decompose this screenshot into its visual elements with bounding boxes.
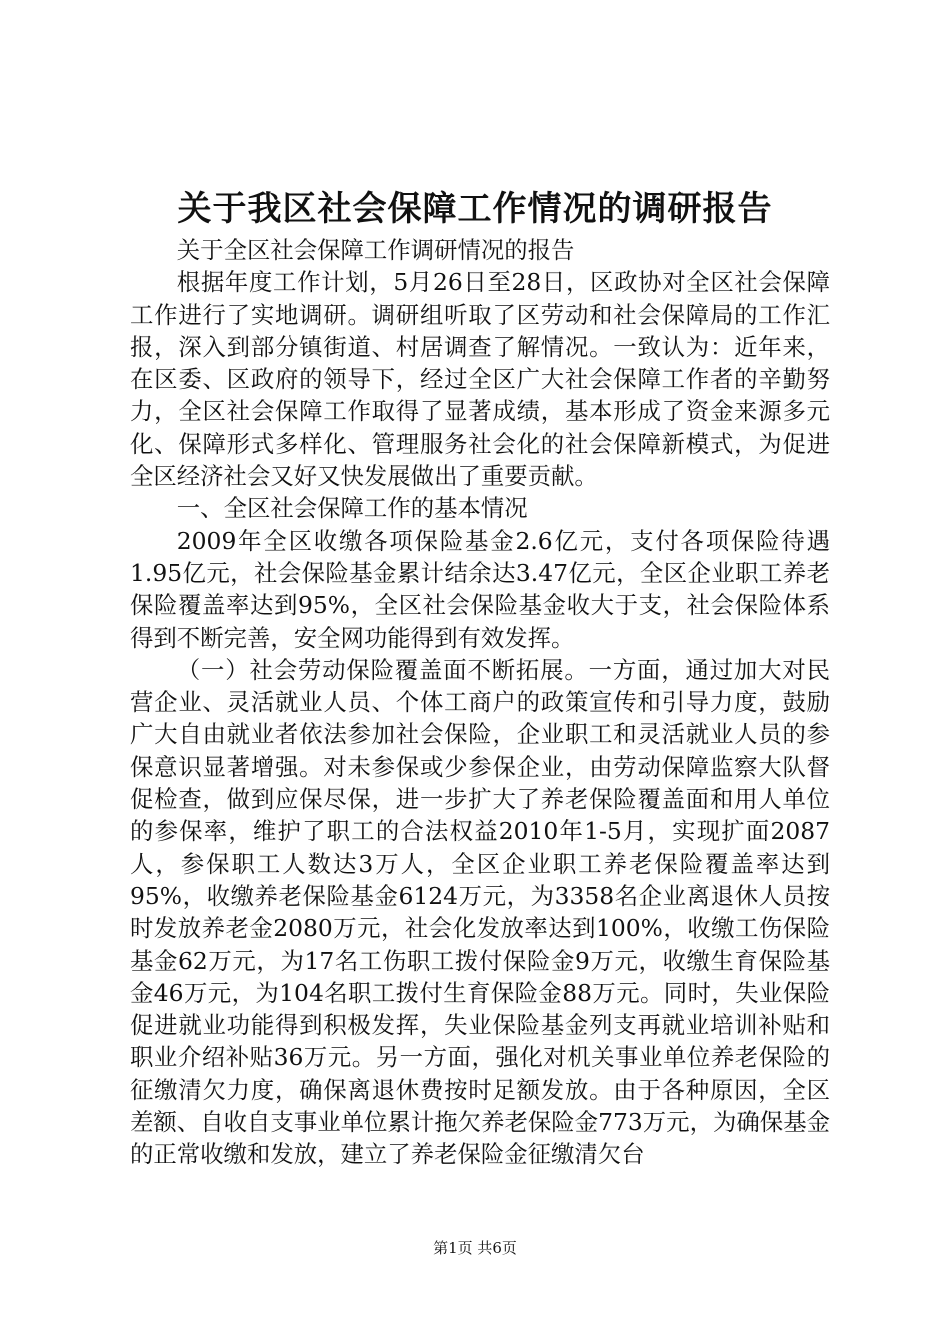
- paragraph-subtitle: 关于全区社会保障工作调研情况的报告: [176, 236, 575, 264]
- section-heading-basic-situation: 一、全区社会保障工作的基本情况: [176, 494, 528, 523]
- paragraph-coverage-expansion: （一）社会劳动保险覆盖面不断拓展。一方面，通过加大对民营企业、灵活就业人员、个体工商户的政策宣传和引导力度，鼓励广大自由就业者依法参加社会保险，企业职工和灵活就业人员的参保意识显著增强。对未参保或少参保企业，由劳动保障监察大队督促检查，做到应保尽保，进一步扩大了养老保险覆盖面和用人单位的参保率，维护了职工的合法权益2010年1-5月，实现扩面2087人，参保职工人数达3万人，全区企业职工养老保险覆盖率达到95%，收缴养老保险基金6124万元，为3358名企业离退休人员按时发放养老金2080万元，社会化发放率达到100%，收缴工伤保险基金62万元，为17名工伤职工拨付保险金9万元，收缴生育保险基金46万元，为104名职工拨付生育保险金88万元。同时，失业保险促进就业功能得到积极发挥，失业保险基金列支再就业培训补贴和职业介绍补贴36万元。另一方面，强化对机关事业单位养老保险的征缴清欠力度，确保离退休费按时足额发放。由于各种原因，全区差额、自收自支事业单位累计拖欠养老保险金773万元，为确保基金的正常收缴和发放，建立了养老保险金征缴清欠台: [130, 655, 830, 1169]
- document-title: 关于我区社会保障工作情况的调研报告: [177, 189, 773, 229]
- page-footer: 第1页 共6页: [433, 1239, 517, 1257]
- paragraph-intro: 根据年度工作计划，5月26日至28日，区政协对全区社会保障工作进行了实地调研。调研组听取了区劳动和社会保障局的工作汇报，深入到部分镇街道、村居调查了解情况。一致认为：近年来，在区委、区政府的领导下，经过全区广大社会保障工作者的辛勤努力，全区社会保障工作取得了显著成绩，基本形成了资金来源多元化、保障形式多样化、管理服务社会化的社会保障新模式，为促进全区经济社会又好又快发展做出了重要贡献。: [130, 268, 830, 491]
- document-body: [130, 234, 830, 1171]
- paragraph-2009-summary: 2009年全区收缴各项保险基金2.6亿元，支付各项保险待遇1.95亿元，社会保险基金累计结余达3.47亿元，全区企业职工养老保险覆盖率达到95%，全区社会保险基金收大于支，社会保险体系得到不断完善，安全网功能得到有效发挥。: [130, 526, 830, 652]
